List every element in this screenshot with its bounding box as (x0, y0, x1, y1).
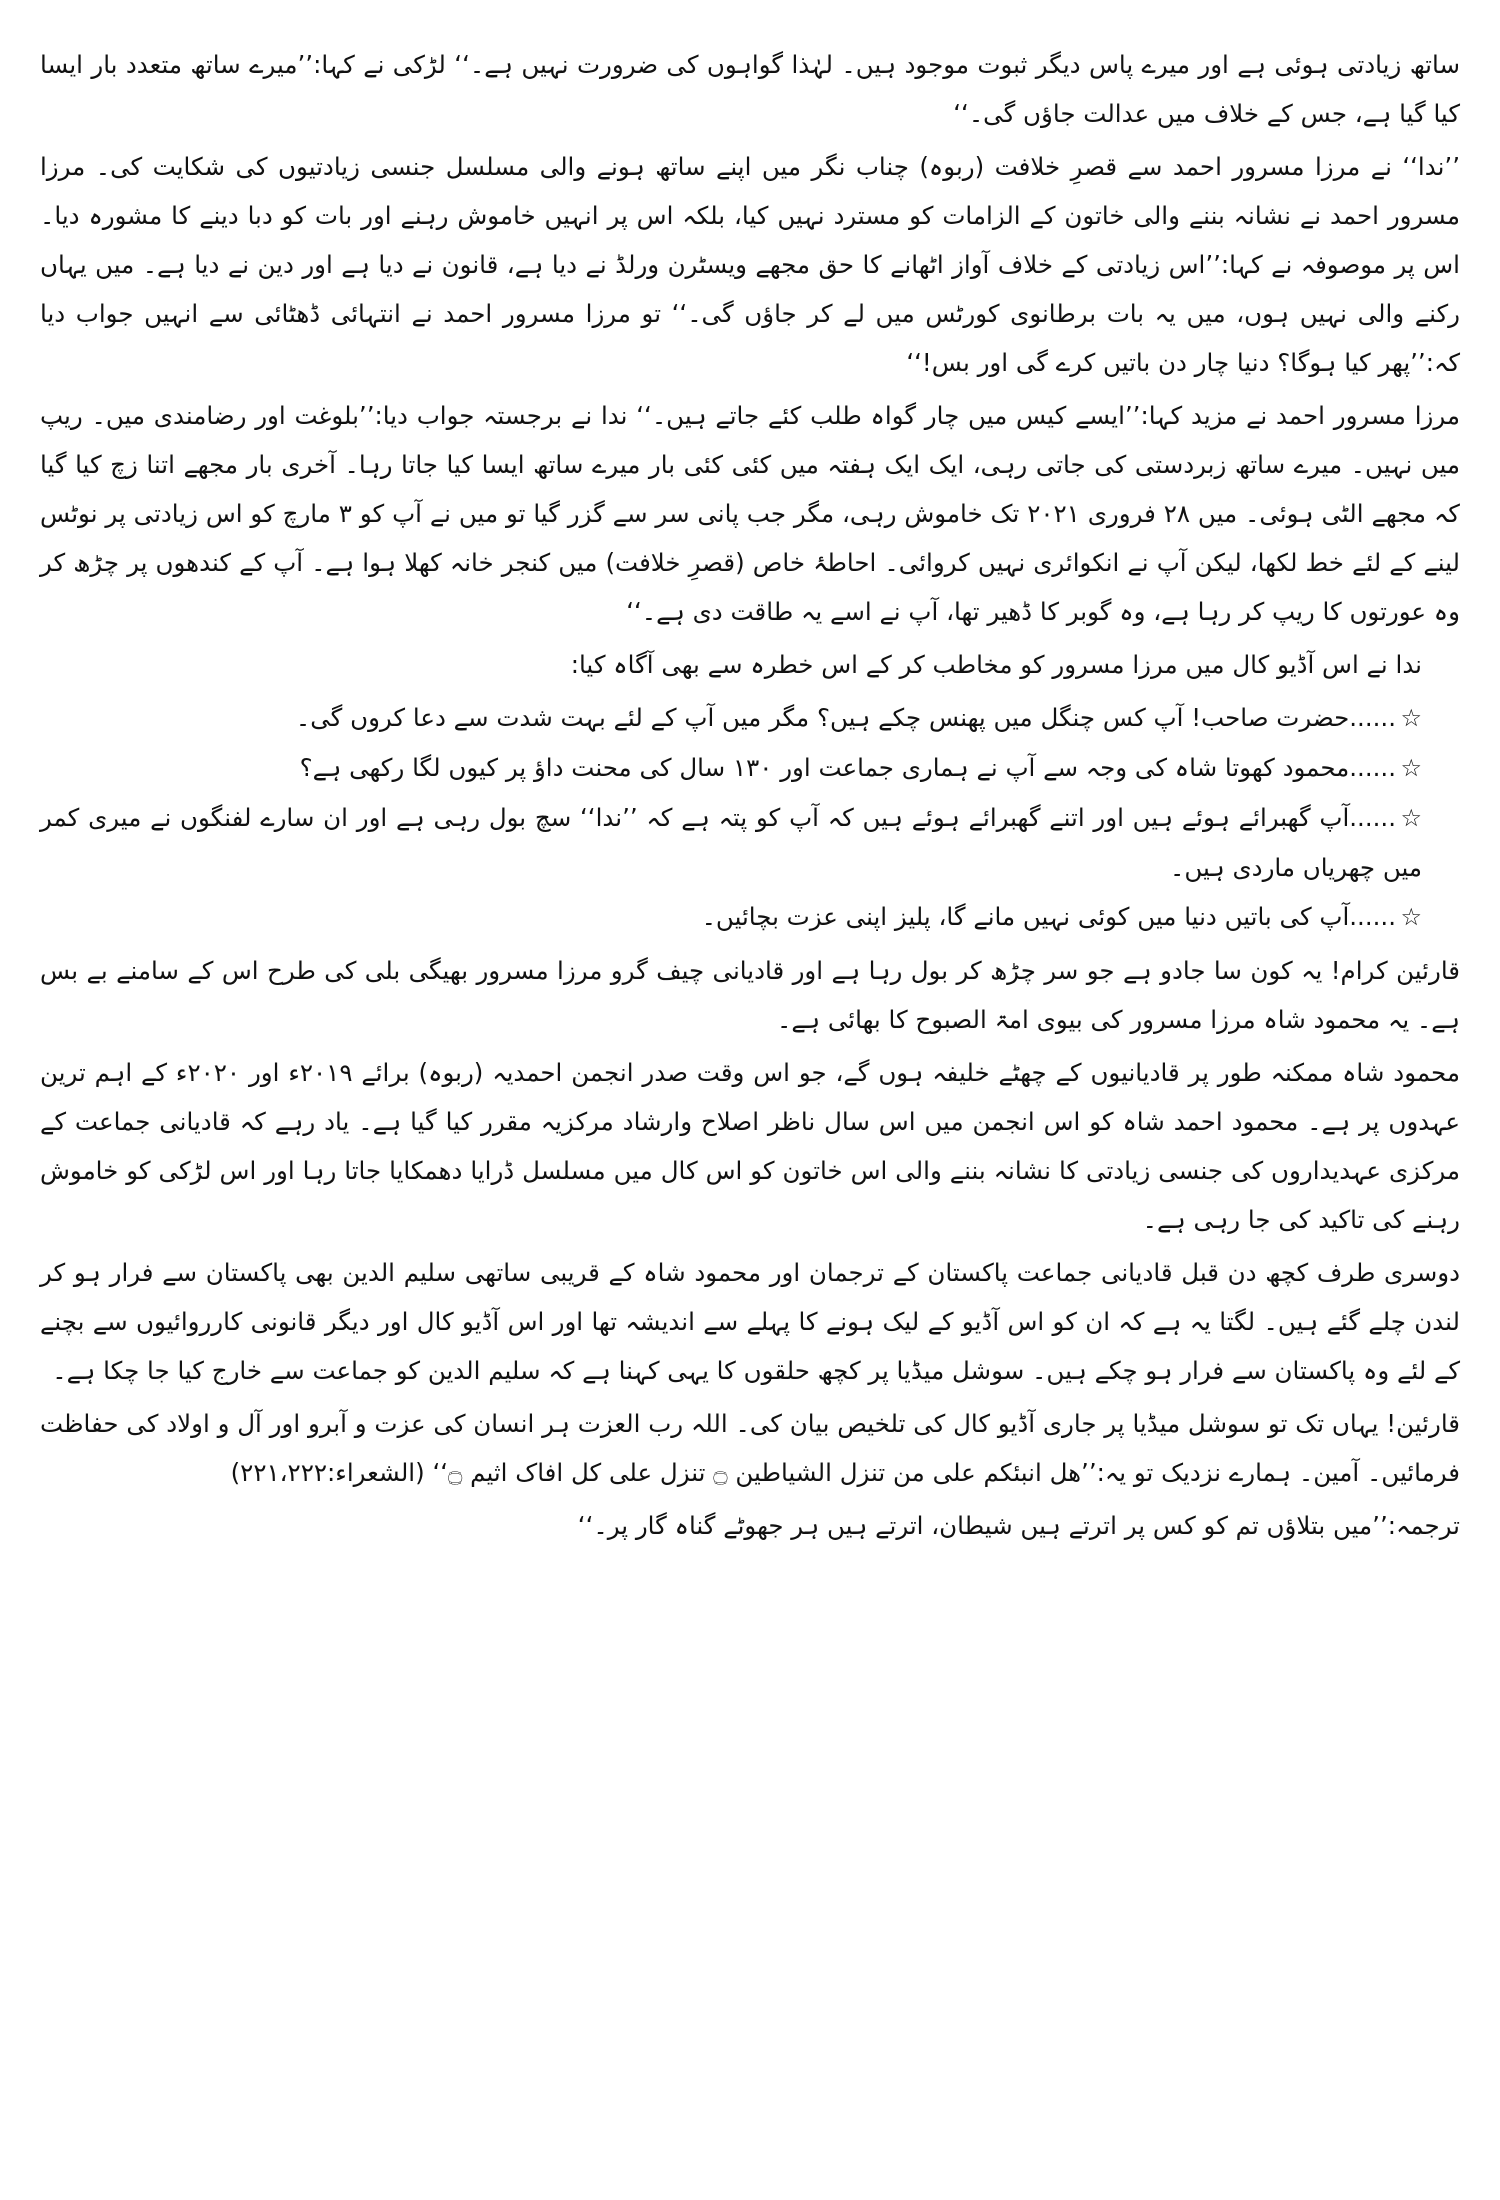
star-icon: ☆ (1400, 754, 1422, 782)
translation-paragraph: ترجمہ:’’میں بتلاؤں تم کو کس پر اترتے ہیں شیطان، اترتے ہیں ہر جھوٹے گناہ گار پر۔‘‘ (577, 1511, 1460, 1540)
warning-list-item (40, 693, 1422, 743)
star-icon: ☆ (1400, 704, 1422, 732)
paragraph-4: قارئین کرام! یہ کون سا جادو ہے جو سر چڑھ کر بول رہا ہے اور قادیانی چیف گرو مرزا مسرور بھیگی بلی کی طرح اس کے سامنے بے بس ہے۔ یہ محمود شاہ مرزا مسرور کی بیوی امۃ الصبوح کا بھائی ہے۔ (40, 956, 1460, 1034)
paragraph-1: ساتھ زیادتی ہوئی ہے اور میرے پاس دیگر ثبوت موجود ہیں۔ لہٰذا گواہوں کی ضرورت نہیں ہے۔‘‘ لڑکی نے کہا:’’میرے ساتھ متعدد بار ایسا کیا گیا ہے، جس کے خلاف میں عدالت جاؤں گی۔‘‘ (40, 50, 1460, 128)
warning-text: ......آپ کی باتیں دنیا میں کوئی نہیں مانے گا، پلیز اپنی عزت بچائیں۔ (701, 902, 1396, 931)
star-icon: ☆ (1400, 903, 1422, 931)
warning-list-item (40, 793, 1422, 892)
paragraph-3: مرزا مسرور احمد نے مزید کہا:’’ایسے کیس میں چار گواہ طلب کئے جاتے ہیں۔‘‘ ندا نے برجستہ جواب دیا:’’بلوغت اور رضامندی میں۔ ریپ میں نہیں۔ میرے ساتھ زبردستی کی جاتی رہی، ایک ایک ہفتہ میں کئی کئی بار میرے ساتھ ایسا کیا جاتا رہا۔ آخری بار مجھے اتنا زچ کیا گیا کہ مجھے الٹی ہوئی۔ میں ۲۸ فروری ۲۰۲۱ تک خاموش رہی، مگر جب پانی سر سے گزر گیا تو میں نے آپ کو ۳ مارچ کو اس زیادتی پر نوٹس لینے کے لئے خط لکھا، لیکن آپ نے انکوائری نہیں کروائی۔ احاطۂ خاص (قصرِ خلافت) میں کنجر خانہ کھلا ہوا ہے۔ آپ کے کندھوں پر چڑھ کر وہ عورتوں کا ریپ کر رہا ہے، وہ گوبر کا ڈھیر تھا، آپ نے اسے یہ طاقت دی ہے۔‘‘ (40, 401, 1460, 626)
paragraph-5: محمود شاہ ممکنہ طور پر قادیانیوں کے چھٹے خلیفہ ہوں گے، جو اس وقت صدر انجمن احمدیہ (ربوہ) برائے ۲۰۱۹ء اور ۲۰۲۰ء کے اہم ترین عہدوں پر ہے۔ محمود احمد شاہ کو اس انجمن میں اس سال ناظر اصلاح وارشاد مرکزیہ مقرر کیا گیا ہے۔ یاد رہے کہ قادیانی جماعت کے مرکزی عہدیداروں کی جنسی زیادتی کا نشانہ بننے والی اس خاتون کو اس کال میں مسلسل ڈرایا دھمکایا جاتا رہا اور اس لڑکی کو خاموش رہنے کی تاکید کی جا رہی ہے۔ (40, 1058, 1460, 1234)
warning-list (40, 693, 1460, 942)
warning-text: ......محمود کھوتا شاہ کی وجہ سے آپ نے ہماری جماعت اور ۱۳۰ سال کی محنت داؤ پر کیوں لگا رکھی ہے؟ (299, 753, 1396, 782)
warning-list-item (40, 743, 1422, 793)
star-icon: ☆ (1400, 804, 1422, 832)
bullet-intro: ندا نے اس آڈیو کال میں مرزا مسرور کو مخاطب کر کے اس خطرہ سے بھی آگاہ کیا: (570, 650, 1422, 679)
warning-text: ......حضرت صاحب! آپ کس چنگل میں پھنس چکے ہیں؟ مگر میں آپ کے لئے بہت شدت سے دعا کروں گی۔ (295, 703, 1396, 732)
paragraph-2: ’’ندا‘‘ نے مرزا مسرور احمد سے قصرِ خلافت (ربوہ) چناب نگر میں اپنے ساتھ ہونے والی مسلسل جنسی زیادتیوں کی شکایت کی۔ مرزا مسرور احمد نے نشانہ بننے والی خاتون کے الزامات کو مسترد نہیں کیا، بلکہ اس پر انہیں خاموش رہنے اور بات کو دبا دینے کا مشورہ دیا۔ اس پر موصوفہ نے کہا:’’اس زیادتی کے خلاف آواز اٹھانے کا حق مجھے ویسٹرن ورلڈ نے دیا ہے، قانون نے دیا ہے اور دین نے دیا ہے۔ میں یہاں رکنے والی نہیں ہوں، میں یہ بات برطانوی کورٹس میں لے کر جاؤں گی۔‘‘ تو مرزا مسرور احمد نے انتہائی ڈھٹائی سے انہیں جواب دیا کہ:’’پھر کیا ہوگا؟ دنیا چار دن باتیں کرے گی اور بس!‘‘ (40, 152, 1460, 377)
article-page (40, 40, 1460, 2160)
paragraph-7: قارئین! یہاں تک تو سوشل میڈیا پر جاری آڈیو کال کی تلخیص بیان کی۔ اللہ رب العزت ہر انسان کی عزت و آبرو اور آل و اولاد کی حفاظت فرمائیں۔ آمین۔ ہمارے نزدیک تو یہ:’’ھل انبئکم علی من تنزل الشیاطین ۝ تنزل علی کل افاک اثیم ۝‘‘ (الشعراء:۲۲۱،۲۲۲) (40, 1409, 1460, 1487)
paragraph-6: دوسری طرف کچھ دن قبل قادیانی جماعت پاکستان کے ترجمان اور محمود شاہ کے قریبی ساتھی سلیم الدین بھی پاکستان سے فرار ہو کر لندن چلے گئے ہیں۔ لگتا یہ ہے کہ ان کو اس آڈیو کے لیک ہونے کا پہلے سے اندیشہ تھا اور اس آڈیو کال اور دیگر قانونی کارروائیوں سے بچنے کے لئے وہ پاکستان سے فرار ہو چکے ہیں۔ سوشل میڈیا پر کچھ حلقوں کا یہی کہنا ہے کہ سلیم الدین کو جماعت سے خارج کیا جا چکا ہے۔ (40, 1258, 1460, 1385)
warning-text: ......آپ گھبرائے ہوئے ہیں اور اتنے گھبرائے ہوئے ہیں کہ آپ کو پتہ ہے کہ ’’ندا‘‘ سچ بول رہی ہے اور ان سارے لفنگوں نے میری کمر میں چھریاں ماردی ہیں۔ (40, 803, 1422, 882)
warning-list-item (40, 892, 1422, 942)
